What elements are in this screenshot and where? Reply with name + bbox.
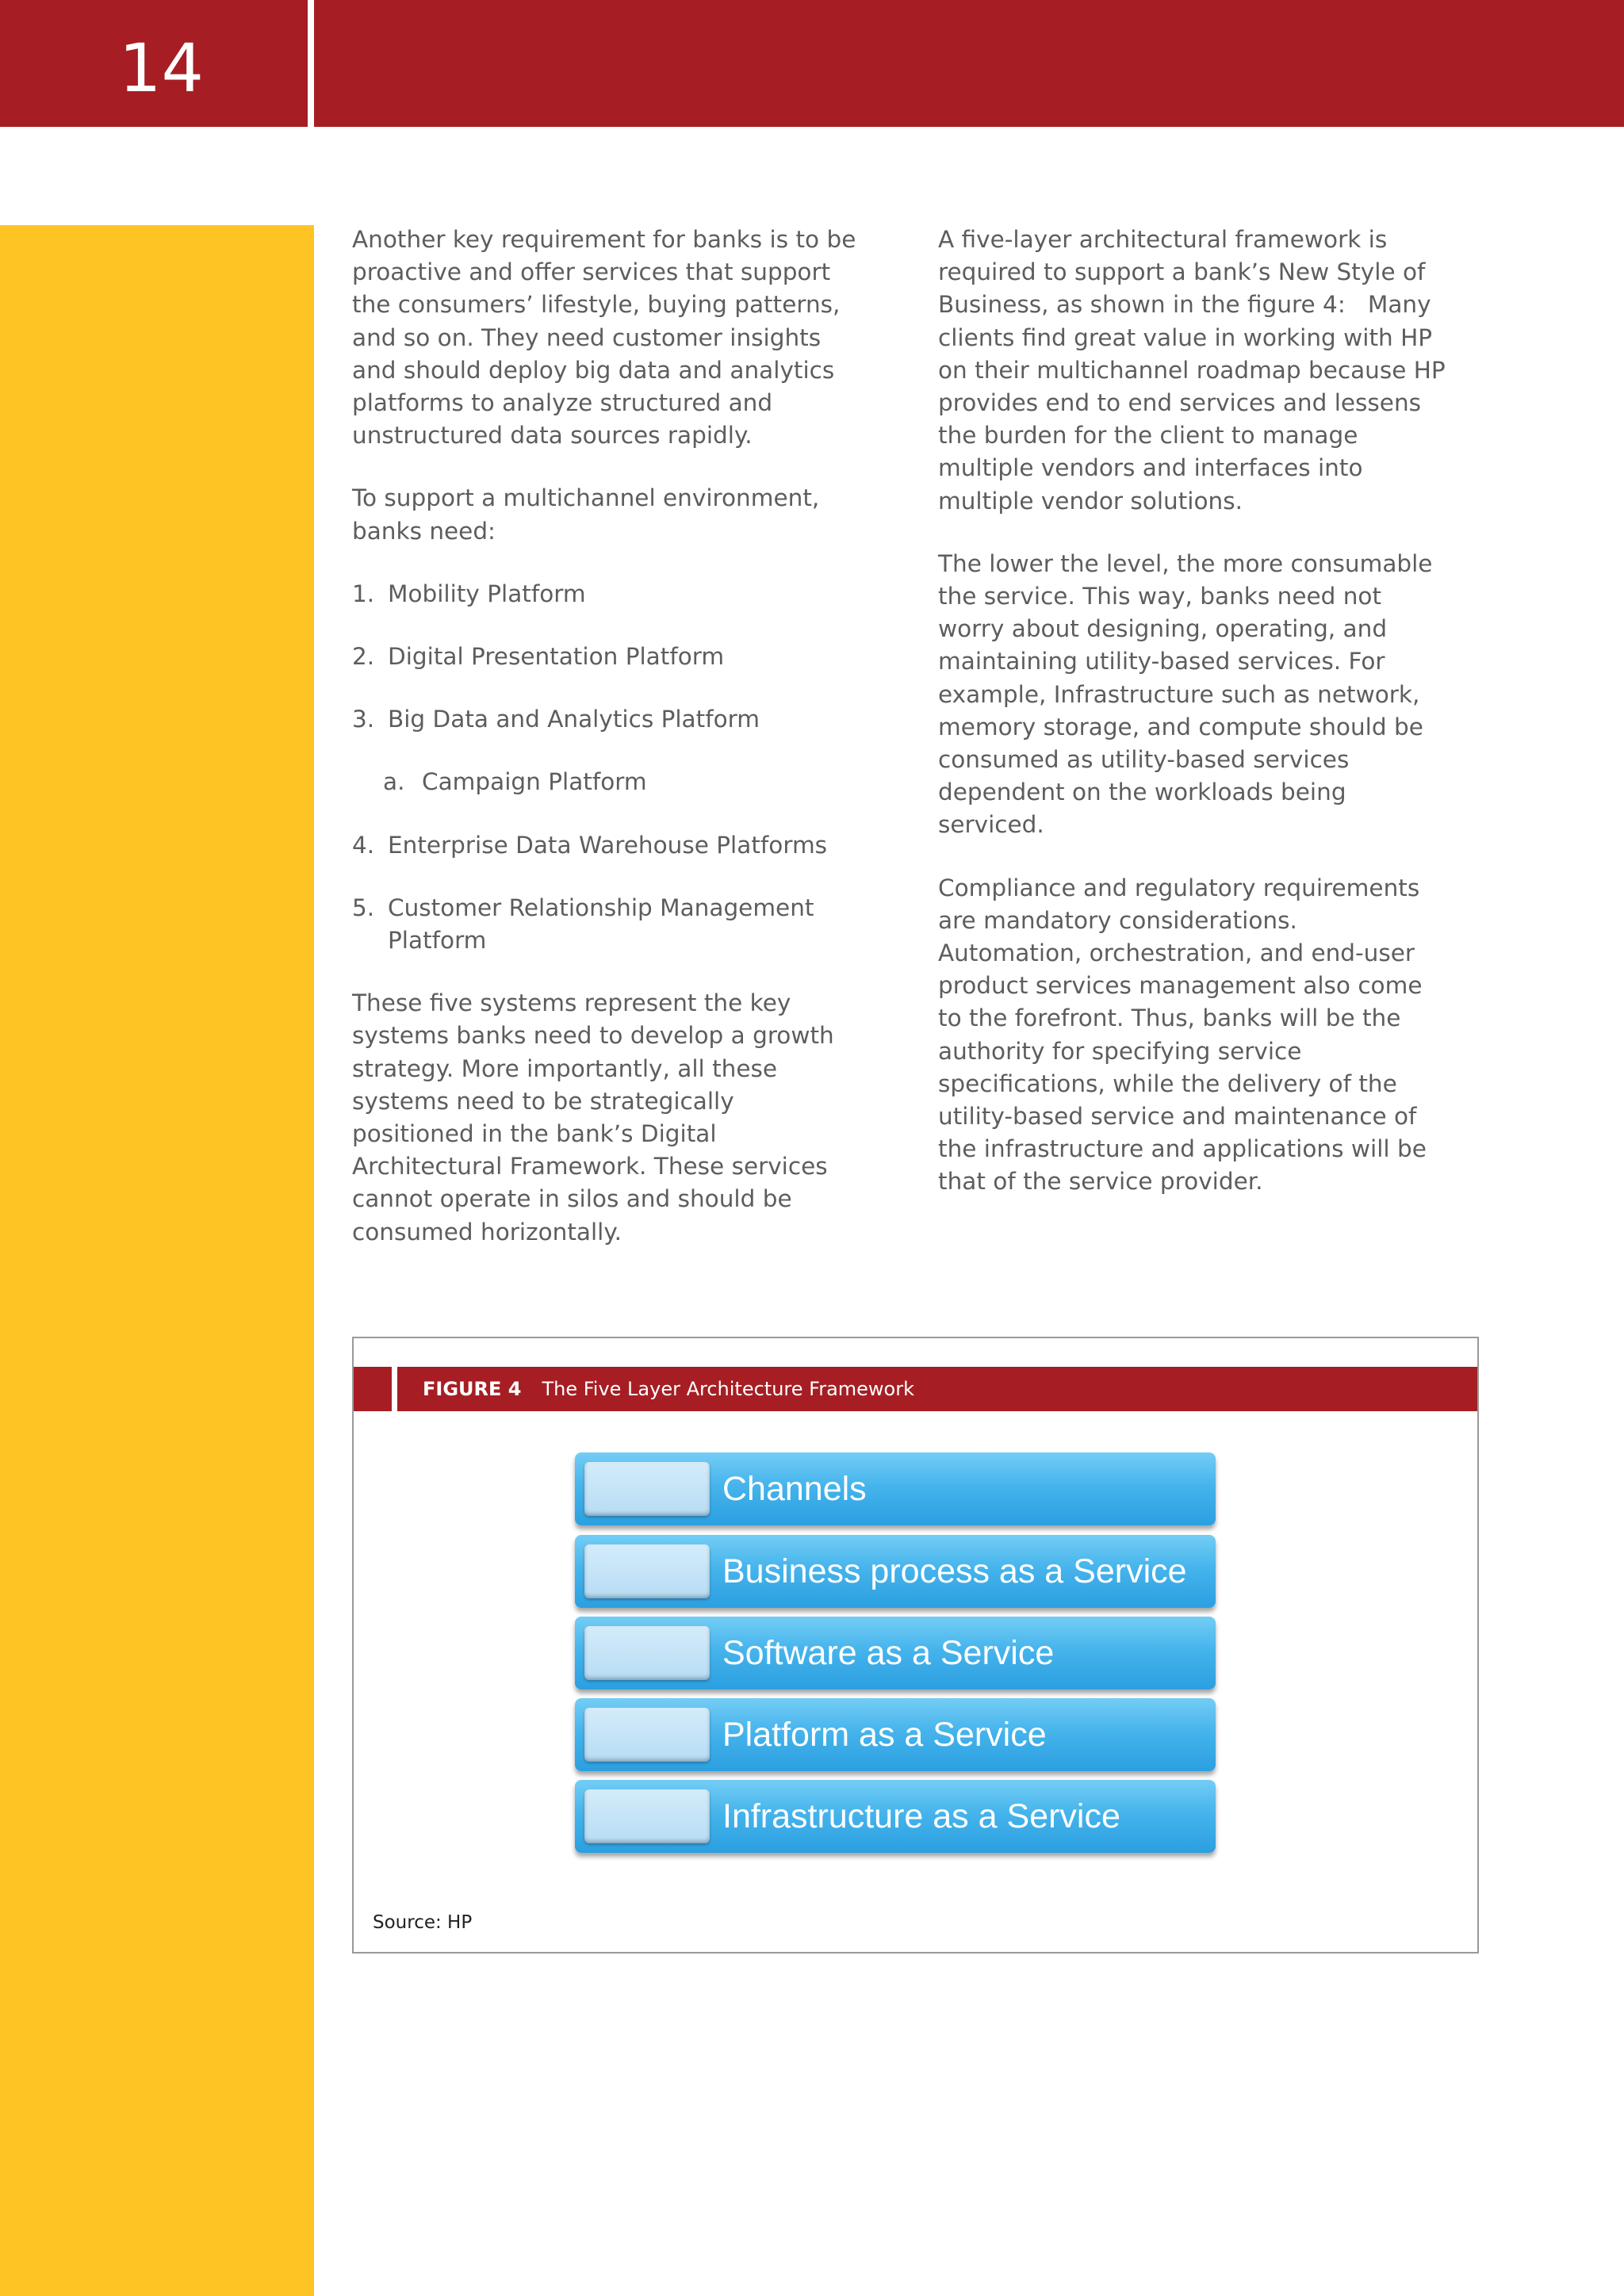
sidebar-accent bbox=[0, 225, 314, 2296]
figure-caption-bar bbox=[354, 1367, 1477, 1411]
list-number: 3. bbox=[352, 706, 375, 733]
layer-platform bbox=[575, 1698, 1216, 1771]
list-text: Campaign Platform bbox=[422, 768, 647, 796]
layer-tab bbox=[584, 1462, 710, 1516]
layer-label: Platform as a Service bbox=[722, 1716, 1047, 1754]
list-text: Mobility Platform bbox=[388, 580, 586, 607]
list-item bbox=[352, 641, 860, 673]
list-number: a. bbox=[383, 768, 405, 796]
list-text: Enterprise Data Warehouse Platforms bbox=[388, 831, 828, 859]
list-text: Customer Relationship Management Platform bbox=[388, 894, 814, 955]
figure-source: Source: HP bbox=[373, 1912, 473, 1933]
layer-tab bbox=[584, 1708, 710, 1762]
layer-business-process bbox=[575, 1535, 1216, 1608]
figure-title: The Five Layer Architecture Framework bbox=[542, 1378, 914, 1400]
layer-label: Business process as a Service bbox=[722, 1552, 1187, 1590]
caption-bar-divider bbox=[392, 1367, 397, 1411]
list-subitem bbox=[352, 766, 860, 798]
header-bar-right bbox=[314, 0, 1624, 127]
layer-tab bbox=[584, 1789, 710, 1843]
paragraph: Another key requirement for banks is to be proactive and offer services that support the consumers’ lifestyle, buying patterns, and so on. They need customer insights and should deploy big data and analytics platforms to analyze structured and unstructured data sources rapidly. bbox=[352, 226, 856, 450]
layer-infrastructure bbox=[575, 1780, 1216, 1853]
list-item bbox=[352, 703, 860, 736]
list-item bbox=[352, 829, 860, 862]
layer-label: Software as a Service bbox=[722, 1634, 1055, 1672]
paragraph: To support a multichannel environment, banks need: bbox=[352, 484, 820, 545]
layer-tab bbox=[584, 1626, 710, 1680]
list-item bbox=[352, 578, 860, 610]
list-number: 1. bbox=[352, 580, 375, 607]
figure-caption bbox=[423, 1367, 914, 1411]
layer-software bbox=[575, 1617, 1216, 1689]
layer-label: Channels bbox=[722, 1470, 867, 1508]
list-number: 2. bbox=[352, 643, 375, 671]
paragraph: The lower the level, the more consumable the service. This way, banks need not worry about designing, operating, and maintaining utility-based services. For example, Infrastructure such as network, memory storage, and compute should be consumed as utility-based services dependent on the workloads being serviced. bbox=[938, 549, 1433, 839]
paragraph: A five-layer architectural framework is required to support a bank’s New Style of Business, as shown in the figure 4: Many clients find great value in working with HP on their multichannel roadmap because HP provides end to end services and lessens the burden for the client to manage multiple vendors and interfaces into multiple vendor solutions. bbox=[938, 226, 1454, 515]
layer-tab bbox=[584, 1544, 710, 1598]
layer-channels bbox=[575, 1452, 1216, 1525]
layer-label: Infrastructure as a Service bbox=[722, 1797, 1120, 1835]
list-text: Big Data and Analytics Platform bbox=[388, 706, 760, 733]
page-number: 14 bbox=[119, 29, 204, 107]
list-number: 5. bbox=[352, 894, 375, 921]
list-text: Digital Presentation Platform bbox=[388, 643, 725, 671]
left-column bbox=[352, 224, 860, 1279]
paragraph: Compliance and regulatory requirements are mandatory considerations. Automation, orchestration, and end-user product services management also come to the forefront. Thus, banks will be the authority for specifying service specifications, while the delivery of the utility-based service and maintenance of the infrastructure and applications will be that of the service provider. bbox=[938, 874, 1427, 1196]
figure-label: FIGURE 4 bbox=[423, 1378, 522, 1400]
list-item bbox=[352, 892, 860, 957]
list-number: 4. bbox=[352, 831, 375, 859]
right-column bbox=[938, 224, 1454, 1229]
paragraph: These five systems represent the key systems banks need to develop a growth strategy. More importantly, all these systems need to be strategically positioned in the bank’s Digital Architectural Framework. These services cannot operate in silos and should be consumed horizontally. bbox=[352, 989, 834, 1246]
